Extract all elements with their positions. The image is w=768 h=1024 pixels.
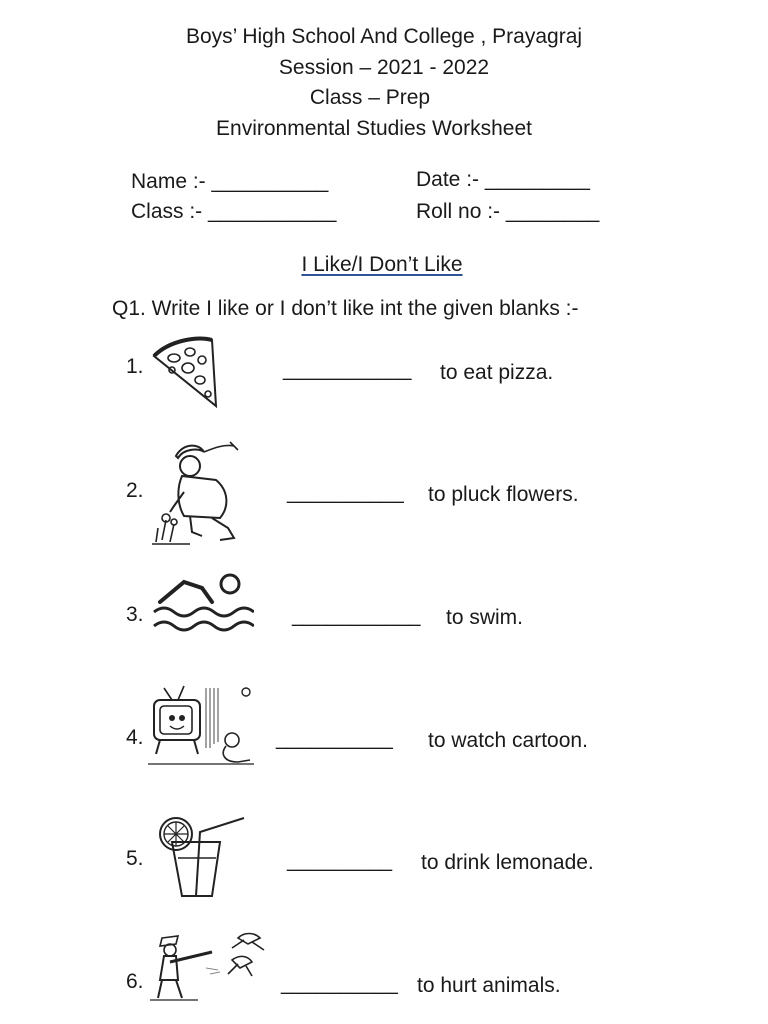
class-field: Class :- ___________ (131, 200, 337, 223)
hunter-shooting-birds-icon (148, 928, 274, 1004)
class-line: Class – Prep (309, 86, 431, 109)
item-text: to swim. (446, 606, 524, 629)
answer-blank[interactable]: ___________ (292, 604, 421, 627)
item-number: 5. (126, 847, 144, 870)
worksheet-title: Environmental Studies Worksheet (216, 117, 532, 140)
question-text: Q1. Write I like or I don’t like int the given blanks :- (112, 297, 579, 320)
lemonade-glass-icon (156, 812, 248, 898)
section-title: I Like/I Don’t Like (301, 253, 463, 276)
pizza-slice-icon (150, 334, 222, 410)
school-name: Boys’ High School And College , Prayagraj (185, 25, 583, 48)
child-watching-tv-icon (146, 684, 256, 768)
item-number: 1. (126, 355, 144, 378)
answer-blank[interactable]: __________ (287, 481, 404, 504)
item-text: to eat pizza. (440, 361, 554, 384)
roll-no-field: Roll no :- ________ (416, 200, 600, 223)
answer-blank[interactable]: _________ (287, 849, 393, 872)
item-number: 3. (126, 603, 144, 626)
item-text: to hurt animals. (417, 974, 561, 997)
item-number: 6. (126, 970, 144, 993)
item-text: to drink lemonade. (421, 851, 594, 874)
name-field: Name :- __________ (131, 170, 329, 193)
date-field: Date :- _________ (416, 168, 590, 191)
child-picking-flowers-icon (150, 436, 246, 548)
item-text: to watch cartoon. (428, 729, 588, 752)
item-text: to pluck flowers. (428, 483, 579, 506)
item-number: 4. (126, 726, 144, 749)
swimmer-icon (150, 568, 254, 634)
answer-blank[interactable]: __________ (276, 727, 393, 750)
answer-blank[interactable]: ___________ (283, 358, 412, 381)
answer-blank[interactable]: __________ (281, 972, 398, 995)
session-line: Session – 2021 - 2022 (278, 56, 490, 79)
item-number: 2. (126, 479, 144, 502)
